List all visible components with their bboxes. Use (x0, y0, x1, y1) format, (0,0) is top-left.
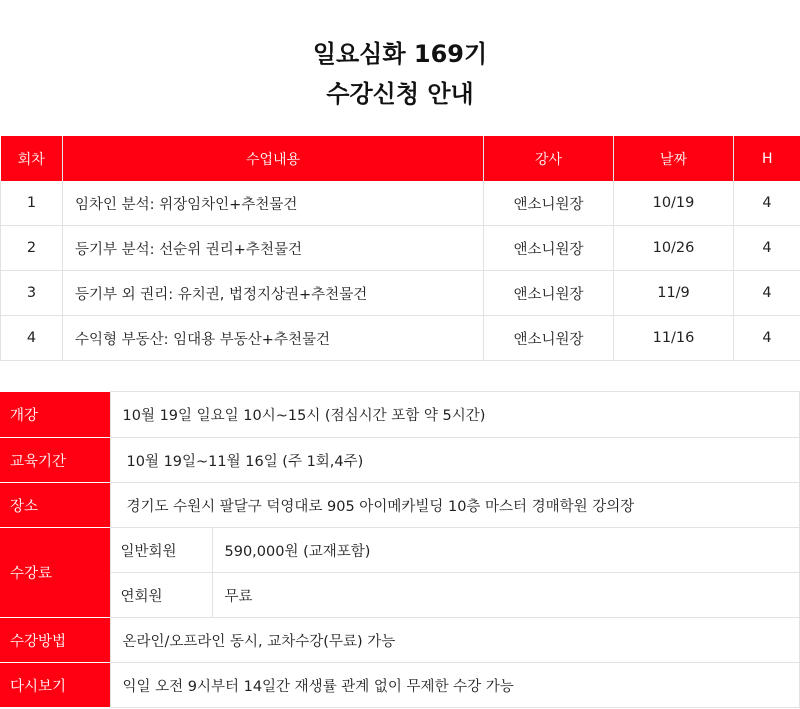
info-row-method (0, 618, 799, 663)
session-number: 4 (1, 316, 63, 361)
class-hours: 4 (734, 181, 800, 226)
session-number: 2 (1, 226, 63, 271)
header-instructor: 강사 (484, 136, 614, 181)
class-date: 11/16 (614, 316, 734, 361)
page-title: 일요심화 169기 (312, 40, 488, 68)
period-label: 교육기간 (0, 438, 110, 483)
class-hours: 4 (734, 316, 800, 361)
fee-general-value: 590,000원 (교재포함) (212, 528, 799, 573)
instructor: 앤소니원장 (484, 316, 614, 361)
info-row-fee-general (0, 528, 799, 573)
header-date: 날짜 (614, 136, 734, 181)
class-content: 임차인 분석: 위장임차인+추천물건 (63, 181, 484, 226)
fee-annual-value: 무료 (212, 573, 799, 618)
info-row-fee-annual (0, 573, 799, 618)
fee-annual-label: 연회원 (110, 573, 212, 618)
class-content: 등기부 외 권리: 유치권, 법정지상권+추천물건 (63, 271, 484, 316)
schedule-header-row (1, 136, 800, 181)
fee-label: 수강료 (0, 528, 110, 618)
info-table (0, 391, 800, 708)
instructor: 앤소니원장 (484, 271, 614, 316)
header-session: 회차 (1, 136, 63, 181)
table-row (1, 271, 800, 316)
info-row-opening (0, 392, 799, 438)
instructor: 앤소니원장 (484, 226, 614, 271)
session-number: 1 (1, 181, 63, 226)
info-row-place (0, 483, 799, 528)
class-hours: 4 (734, 226, 800, 271)
instructor: 앤소니원장 (484, 181, 614, 226)
opening-value: 10월 19일 일요일 10시~15시 (점심시간 포함 약 5시간) (110, 392, 799, 438)
info-row-period (0, 438, 799, 483)
fee-general-label: 일반회원 (110, 528, 212, 573)
replay-value: 익일 오전 9시부터 14일간 재생률 관계 없이 무제한 수강 가능 (110, 663, 799, 708)
method-value: 온라인/오프라인 동시, 교차수강(무료) 가능 (110, 618, 799, 663)
class-date: 10/19 (614, 181, 734, 226)
class-content: 등기부 분석: 선순위 권리+추천물건 (63, 226, 484, 271)
table-row (1, 226, 800, 271)
class-date: 11/9 (614, 271, 734, 316)
class-content: 수익형 부동산: 임대용 부동산+추천물건 (63, 316, 484, 361)
class-hours: 4 (734, 271, 800, 316)
replay-label: 다시보기 (0, 663, 110, 708)
opening-label: 개강 (0, 392, 110, 438)
header-content: 수업내용 (63, 136, 484, 181)
session-number: 3 (1, 271, 63, 316)
table-row (1, 181, 800, 226)
table-row (1, 316, 800, 361)
period-value: 10월 19일~11월 16일 (주 1회,4주) (110, 438, 799, 483)
header-hours: H (734, 136, 800, 181)
class-date: 10/26 (614, 226, 734, 271)
info-row-replay (0, 663, 799, 708)
place-value: 경기도 수원시 팔달구 덕영대로 905 아이메카빌딩 10층 마스터 경매학원 강의장 (110, 483, 799, 528)
place-label: 장소 (0, 483, 110, 528)
method-label: 수강방법 (0, 618, 110, 663)
page-subtitle: 수강신청 안내 (326, 80, 474, 108)
schedule-table (0, 136, 800, 361)
